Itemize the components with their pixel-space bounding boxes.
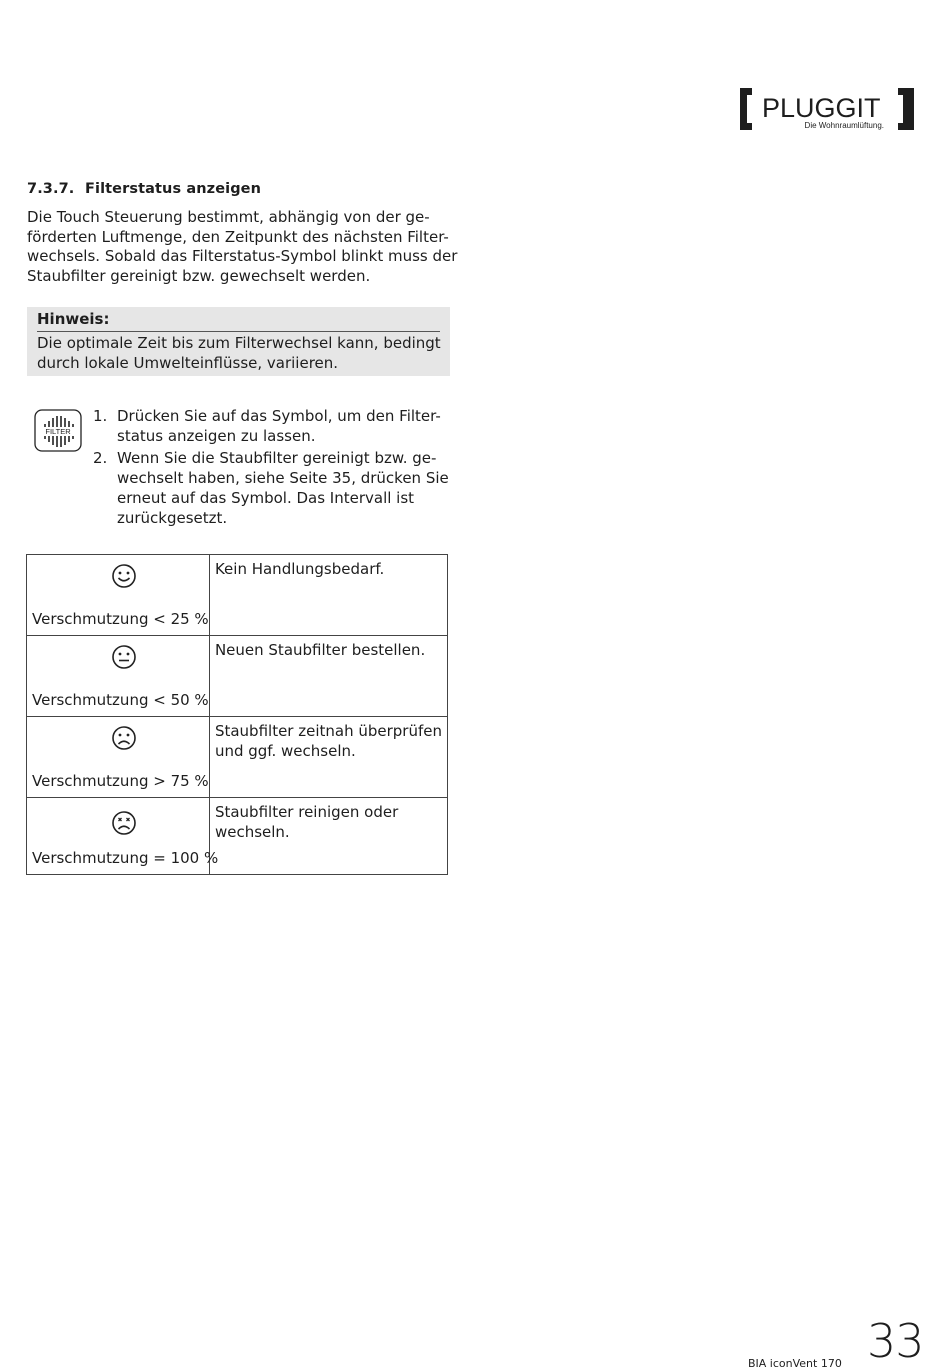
step-number: 2. <box>93 449 108 468</box>
action-cell <box>209 555 447 636</box>
step-item <box>93 449 449 528</box>
happy-face-icon <box>111 563 137 589</box>
action-line: Staubfilter reinigen oder <box>214 803 399 821</box>
level-label: Verschmutzung < 25 % <box>32 610 209 628</box>
table-row <box>27 555 448 636</box>
step-number: 1. <box>93 407 108 425</box>
level-label: Verschmutzung < 50 % <box>32 691 209 709</box>
sad-face-icon <box>111 725 137 751</box>
filter-status-table <box>26 554 448 875</box>
level-cell <box>27 555 210 636</box>
step-line: Drücken Sie auf das Symbol, um den Filter- <box>117 407 441 425</box>
section-heading <box>27 181 261 197</box>
step-item <box>93 407 449 446</box>
action-line: Staubfilter zeitnah überprüfen <box>214 722 442 740</box>
table-row <box>27 717 448 798</box>
table-row <box>27 798 448 875</box>
level-cell <box>27 717 210 798</box>
action-cell <box>209 798 447 875</box>
footer-product: BIA iconVent 170 <box>748 1357 842 1370</box>
intro-line: Staubfilter gereinigt bzw. gewechselt werden. <box>27 267 371 286</box>
action-line: Kein Handlungsbedarf. <box>214 560 385 578</box>
intro-line: wechsels. Sobald das Filterstatus-Symbol blinkt muss der <box>27 247 458 266</box>
svg-text:PLUGGIT: PLUGGIT <box>762 93 881 123</box>
filter-icon <box>34 409 82 452</box>
note-box <box>27 307 450 376</box>
action-cell <box>209 636 447 717</box>
note-divider <box>37 331 440 332</box>
intro-line: förderten Luftmenge, den Zeitpunkt des nächsten Filter- <box>27 227 449 246</box>
svg-text:FILTER: FILTER <box>45 427 71 436</box>
note-line: durch lokale Umwelteinflüsse, variieren. <box>37 353 339 372</box>
dead-face-icon <box>111 810 137 836</box>
note-line: Die optimale Zeit bis zum Filterwechsel kann, bedingt <box>37 334 441 352</box>
step-line: wechselt haben, siehe Seite 35, drücken Sie <box>117 469 449 488</box>
table-row <box>27 636 448 717</box>
action-line: und ggf. wechseln. <box>214 741 356 760</box>
level-cell <box>27 636 210 717</box>
step-line: erneut auf das Symbol. Das Intervall ist <box>117 488 415 507</box>
action-line: wechseln. <box>214 822 290 841</box>
intro-paragraph <box>27 208 458 287</box>
steps-list <box>93 407 449 531</box>
page-number: 33 <box>867 1314 924 1368</box>
note-title: Hinweis: <box>37 310 110 328</box>
action-cell <box>209 717 447 798</box>
intro-line: Die Touch Steuerung bestimmt, abhängig von der ge- <box>27 208 430 226</box>
section-number: 7.3.7. <box>27 181 75 197</box>
level-label: Verschmutzung = 100 % <box>32 849 219 867</box>
neutral-face-icon <box>111 644 137 670</box>
action-line: Neuen Staubfilter bestellen. <box>214 641 426 659</box>
svg-text:Die Wohnraumlüftung.: Die Wohnraumlüftung. <box>804 121 884 130</box>
note-text <box>37 334 441 373</box>
section-title: Filterstatus anzeigen <box>85 181 262 197</box>
level-cell <box>27 798 219 875</box>
step-line: zurückgesetzt. <box>117 508 228 527</box>
step-line: status anzeigen zu lassen. <box>117 426 316 445</box>
step-line: Wenn Sie die Staubfilter gereinigt bzw. ge- <box>117 449 437 468</box>
level-label: Verschmutzung > 75 % <box>32 772 209 790</box>
pluggit-logo <box>738 86 916 132</box>
